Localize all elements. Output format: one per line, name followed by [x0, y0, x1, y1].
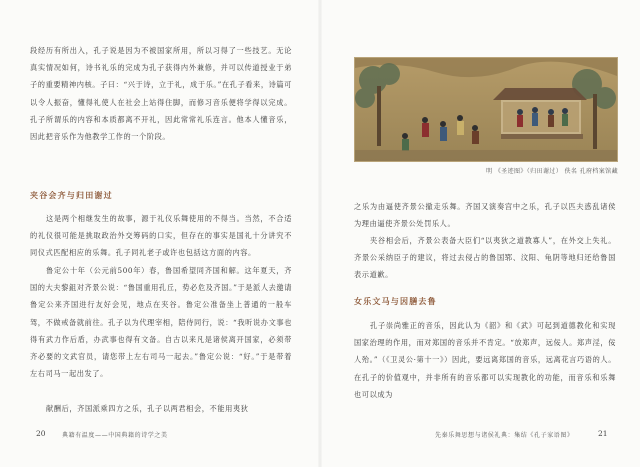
left-paragraph-4: 献酬后，齐国派乘四方之乐，孔子以两君相会，不能用夷狄 [46, 404, 249, 413]
painting-image [355, 58, 617, 161]
right-page [320, 0, 640, 467]
right-paragraph-2: 夹谷相会后，齐景公表备大臣们“以夷狄之道教寡人”，在外交上失礼。齐景公采纳臣子的建议，将过去侵占的鲁国郓、汶阳、龟阴等地归还给鲁国表示道歉。 [354, 236, 616, 280]
painting-caption: 明 《圣迹图》（归田谢过） 佚名 孔府档案馆藏 [486, 168, 618, 175]
section-heading-jiagu: 夹谷会齐与归田谢过 [30, 190, 113, 200]
right-paragraph-3: 孔子崇尚雅正的音乐，因此认为《韶》和《武》可起到道德教化和实现国家治理的作用，而对郑国的音乐并不肯定。“放郑声，远佞人。郑声淫，佞人殆。”（《卫灵公·第十一》）因此，要远离郑国的音乐，远离花言巧语的人。在孔子的价值观中，并非所有的音乐都可以实现教化的功能，而音乐和乐舞也可以成为 [354, 321, 616, 399]
pavilion [493, 88, 587, 139]
left-paragraph-2: 这是两个相继发生的故事，源于礼仪乐舞使用的不得当。当然，不合适的礼仪很可能是挑取政治外交筹码的口实，但存在的事实是国礼十分讲究不同仪式匹配相应的乐舞。孔子同礼老子或许也包括这方面的内容。 [30, 214, 292, 258]
left-paragraph-3: 鲁定公十年（公元前500年）春，鲁国希望同齐国和解。这年夏天，齐国的大夫黎鉏对齐景公说：“鲁国重用孔丘，势必危及齐国。”于是派人去邀请鲁定公来齐国进行友好会见，地点在夹谷。鲁定公准备坐上普通的一般车驾，不做戒备就前往。孔子以为代理宰相，陪侍同行，说：“我听说办文事也得有武力作后盾，办武事也得有文备。自古以来凡是诸侯离开国家，必须带齐必要的文武官员，请您带上左右司马一起去。”鲁定公说：“好。”于是带着左右司马一起出发了。 [30, 266, 292, 379]
left-paragraph-1: 段经历有所出入，孔子说是因为不被国家所用，所以习得了一些技艺。无论真实情况如何，诗书礼乐的完成为孔子获得内外兼修，并可以传道授业于弟子的重要精神内核。子曰：“兴于诗，立于礼，成于乐。”在孔子看来，诗篇可以令人振奋，懂得礼使人在社会上站得住脚，而修习音乐便将学得以完成。孔子所谓乐的内容和本质都离不开礼，因此常常礼乐连言。他本人懂音乐，因此把音乐作为他教学工作的一个阶段。 [30, 46, 292, 142]
page-number-right: 21 [598, 429, 608, 438]
right-paragraph-1: 之乐为由逼使齐景公撤走乐舞。齐国又演奏宫中之乐，孔子以匹夫惑乱诸侯为理由逼使齐景公处罚乐人。 [354, 202, 616, 229]
painting-illustration [354, 57, 618, 162]
section-heading-nvyue: 女乐文马与因膳去鲁 [354, 296, 437, 306]
running-footer-left: 典籍有温度——中国典籍的诗学之美 [62, 432, 168, 439]
running-footer-right: 先秦乐舞思想与诸侯礼典：集结《孔子家语图》 [435, 432, 574, 439]
page-number-left: 20 [36, 429, 46, 438]
